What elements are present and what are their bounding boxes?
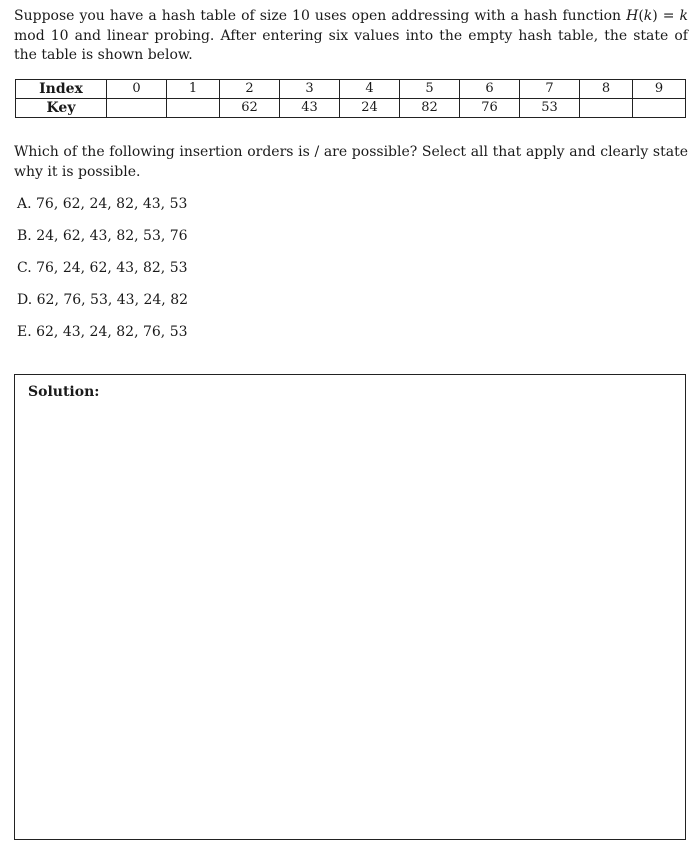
key-cell: 82: [400, 99, 460, 118]
option-a: A. 76, 62, 24, 82, 43, 53: [17, 196, 188, 212]
index-cell: 5: [400, 80, 460, 99]
key-cell: [633, 99, 686, 118]
solution-label: Solution:: [28, 384, 100, 400]
solution-box[interactable]: [14, 374, 686, 840]
intro-text-part1: Suppose you have a hash table of size 10 uses open addressing with a hash function: [14, 8, 627, 24]
option-c: C. 76, 24, 62, 43, 82, 53: [17, 260, 188, 276]
hash-function-name: H: [626, 8, 639, 24]
hash-function-paren-open: (: [638, 8, 644, 24]
index-row-header: Index: [16, 80, 107, 99]
key-row-header: Key: [16, 99, 107, 118]
question-text: Which of the following insertion orders is / are possible? Select all that apply and clearly state why it is possible.: [14, 144, 688, 180]
key-row: [16, 99, 686, 118]
key-cell: 43: [280, 99, 340, 118]
index-cell: 1: [167, 80, 220, 99]
index-cell: 0: [107, 80, 167, 99]
key-cell: [107, 99, 167, 118]
index-cell: 2: [220, 80, 280, 99]
index-cell: 9: [633, 80, 686, 99]
key-cell: 76: [460, 99, 520, 118]
key-cell: [167, 99, 220, 118]
index-cell: 6: [460, 80, 520, 99]
option-e: E. 62, 43, 24, 82, 76, 53: [17, 324, 188, 340]
hash-function-arg: k: [643, 8, 653, 24]
index-cell: 8: [580, 80, 633, 99]
option-d: D. 62, 76, 53, 43, 24, 82: [17, 292, 189, 308]
intro-text-part2: mod 10 and linear probing. After entering six values into the empty hash table, the state of the table is shown below.: [14, 27, 688, 63]
option-b: B. 24, 62, 43, 82, 53, 76: [17, 228, 188, 244]
key-cell: 53: [520, 99, 580, 118]
index-cell: 3: [280, 80, 340, 99]
key-cell: 62: [220, 99, 280, 118]
key-cell: [580, 99, 633, 118]
hash-table: [15, 79, 686, 118]
index-cell: 7: [520, 80, 580, 99]
hash-function-paren-close: ) =: [652, 8, 680, 24]
answer-options: [17, 195, 188, 355]
index-cell: 4: [340, 80, 400, 99]
index-row: [16, 80, 686, 99]
hash-function-rhs: k: [679, 8, 689, 24]
problem-intro: [14, 7, 688, 66]
key-cell: 24: [340, 99, 400, 118]
